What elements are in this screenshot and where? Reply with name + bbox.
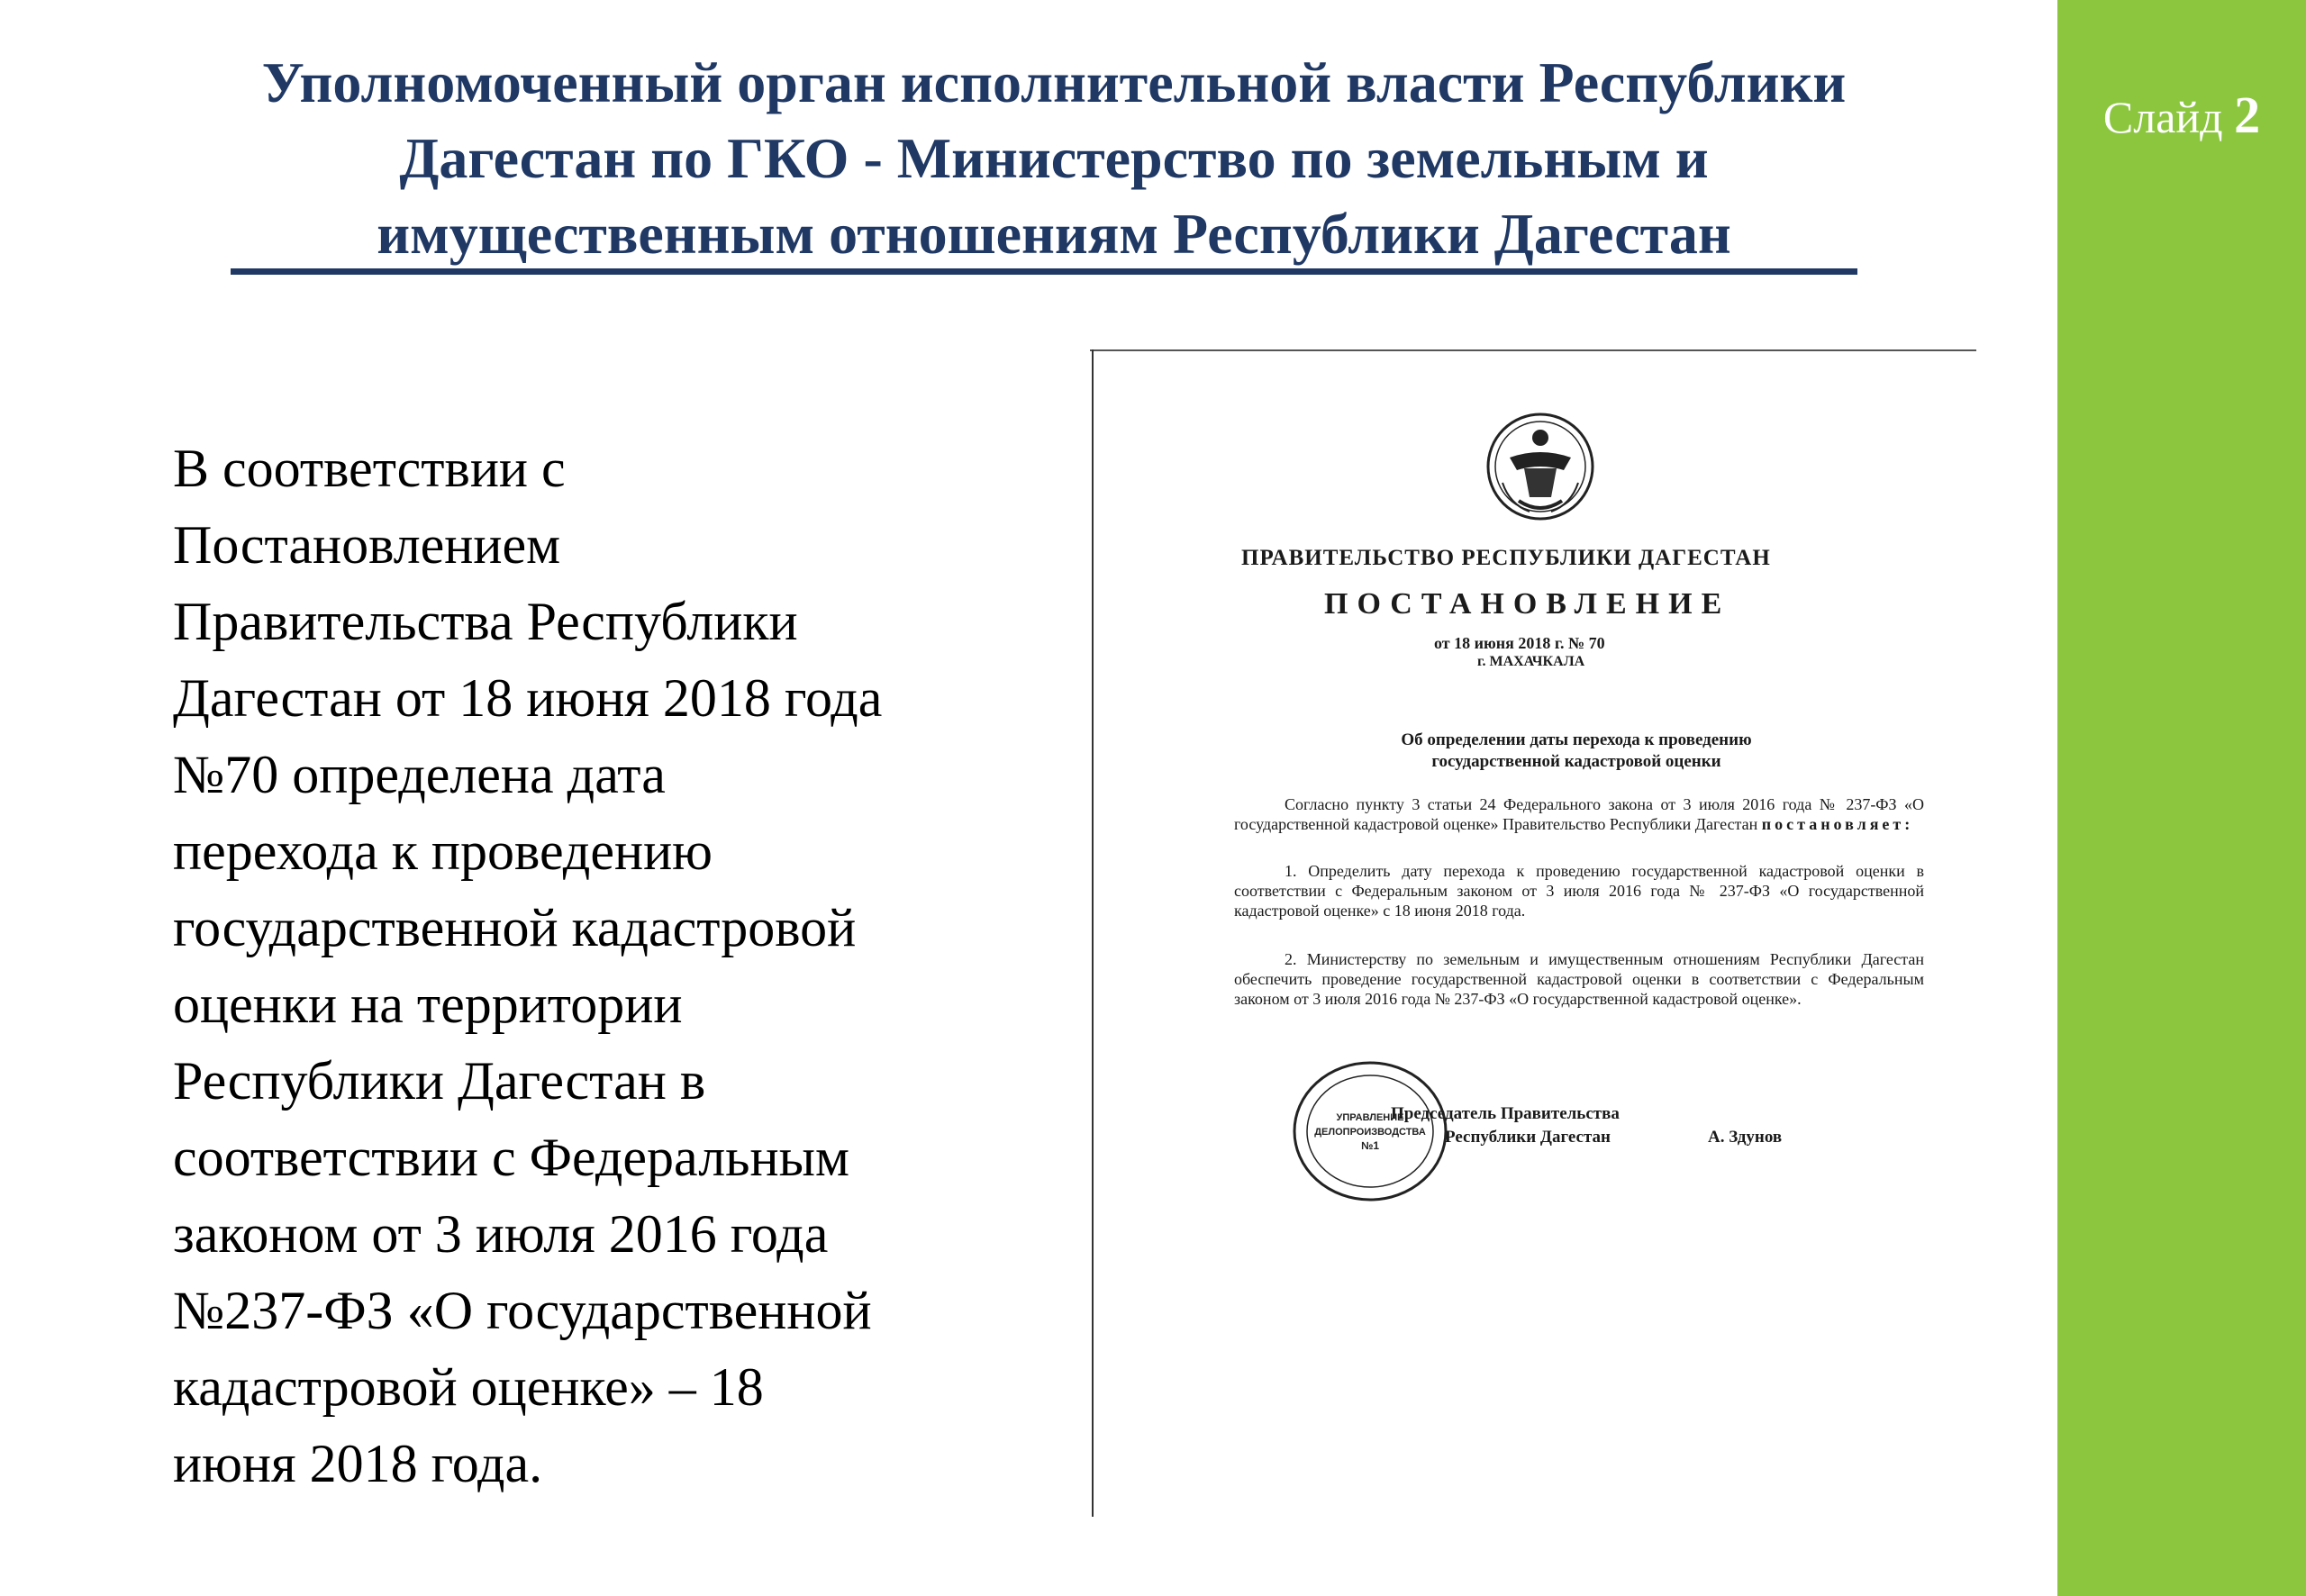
scan-edge-left xyxy=(1092,349,1094,1517)
decree-paragraph-1: 1. Определить дату перехода к проведению государственной кадастровой оценки в соответствии с Федеральным законом от 3 июля 2016 года № 237-ФЗ «О государственной кадастровой оценке» с 18 июня 2018 года. xyxy=(1234,862,1924,920)
coat-of-arms-icon xyxy=(1483,411,1598,528)
title-line-3: имущественным отношениям Республики Дагестан xyxy=(377,202,1731,266)
signature-title-line-1: Председатель Правительства xyxy=(1391,1104,1620,1123)
decree-date: от 18 июня 2018 г. № 70 xyxy=(1434,634,1605,652)
decree-subject xyxy=(1306,730,1847,773)
slide-number-label xyxy=(2057,85,2306,145)
decree-paragraph-preamble xyxy=(1234,794,1924,834)
svg-text:№1: №1 xyxy=(1360,1139,1380,1152)
scan-edge-top xyxy=(1090,349,1976,351)
decree-heading: ПОСТАНОВЛЕНИЕ xyxy=(1324,587,1731,621)
decree-subject-line: Об определении даты перехода к проведению xyxy=(1401,730,1752,749)
body-line: законом от 3 июля 2016 года xyxy=(173,1204,829,1264)
svg-text:УПРАВЛЕНИЕ: УПРАВЛЕНИЕ xyxy=(1336,1112,1404,1123)
title-line-1: Уполномоченный орган исполнительной власти Республики xyxy=(261,50,1847,114)
body-line: Правительства Республики xyxy=(173,592,798,651)
body-line: кадастровой оценке» – 18 xyxy=(173,1357,764,1417)
body-line: соответствии с Федеральным xyxy=(173,1128,849,1187)
decree-action-word: постановляет: xyxy=(1761,815,1914,833)
body-line: В соответствии с xyxy=(173,439,566,498)
signature-title-line-2: Республики Дагестан xyxy=(1445,1128,1611,1147)
body-line: Республики Дагестан в xyxy=(173,1051,706,1111)
side-accent-bar xyxy=(2057,0,2306,1596)
signature-name: А. Здунов xyxy=(1708,1128,1783,1147)
title-line-2: Дагестан по ГКО - Министерство по земельным и xyxy=(399,126,1709,190)
decree-preamble-text: Согласно пункту 3 статьи 24 Федерального закона от 3 июля 2016 года № 237-ФЗ «О государственной кадастровой оценке» Правительство Республики Дагестан xyxy=(1234,795,1924,833)
body-line: июня 2018 года. xyxy=(173,1434,543,1493)
slide-label-text: Слайд xyxy=(2102,92,2223,142)
decree-subject-line: государственной кадастровой оценки xyxy=(1431,752,1721,771)
body-line: Постановлением xyxy=(173,515,561,575)
decree-government-name: ПРАВИТЕЛЬСТВО РЕСПУБЛИКИ ДАГЕСТАН xyxy=(1241,546,1771,570)
decree-city: г. МАХАЧКАЛА xyxy=(1477,654,1585,669)
decree-paragraph-2: 2. Министерству по земельным и имущественным отношениям Республики Дагестан обеспечить проведение государственной кадастровой оценки в соответствии с Федеральным законом от 3 июля 2016 года № 237-ФЗ «О государственной кадастровой оценке». xyxy=(1234,950,1924,1008)
body-line: №70 определена дата xyxy=(173,745,666,804)
slide-title xyxy=(117,45,1991,272)
body-line: оценки на территории xyxy=(173,975,683,1034)
svg-text:ДЕЛОПРОИЗВОДСТВА: ДЕЛОПРОИЗВОДСТВА xyxy=(1314,1127,1426,1138)
body-line: государственной кадастровой xyxy=(173,898,857,957)
body-line: перехода к проведению xyxy=(173,821,713,881)
official-stamp-icon xyxy=(1290,1059,1450,1203)
body-paragraph xyxy=(173,431,1139,1502)
slide-number: 2 xyxy=(2234,86,2261,144)
title-underline xyxy=(231,268,1857,275)
body-line: Дагестан от 18 июня 2018 года xyxy=(173,668,883,728)
body-line: №237-ФЗ «О государственной xyxy=(173,1281,872,1340)
